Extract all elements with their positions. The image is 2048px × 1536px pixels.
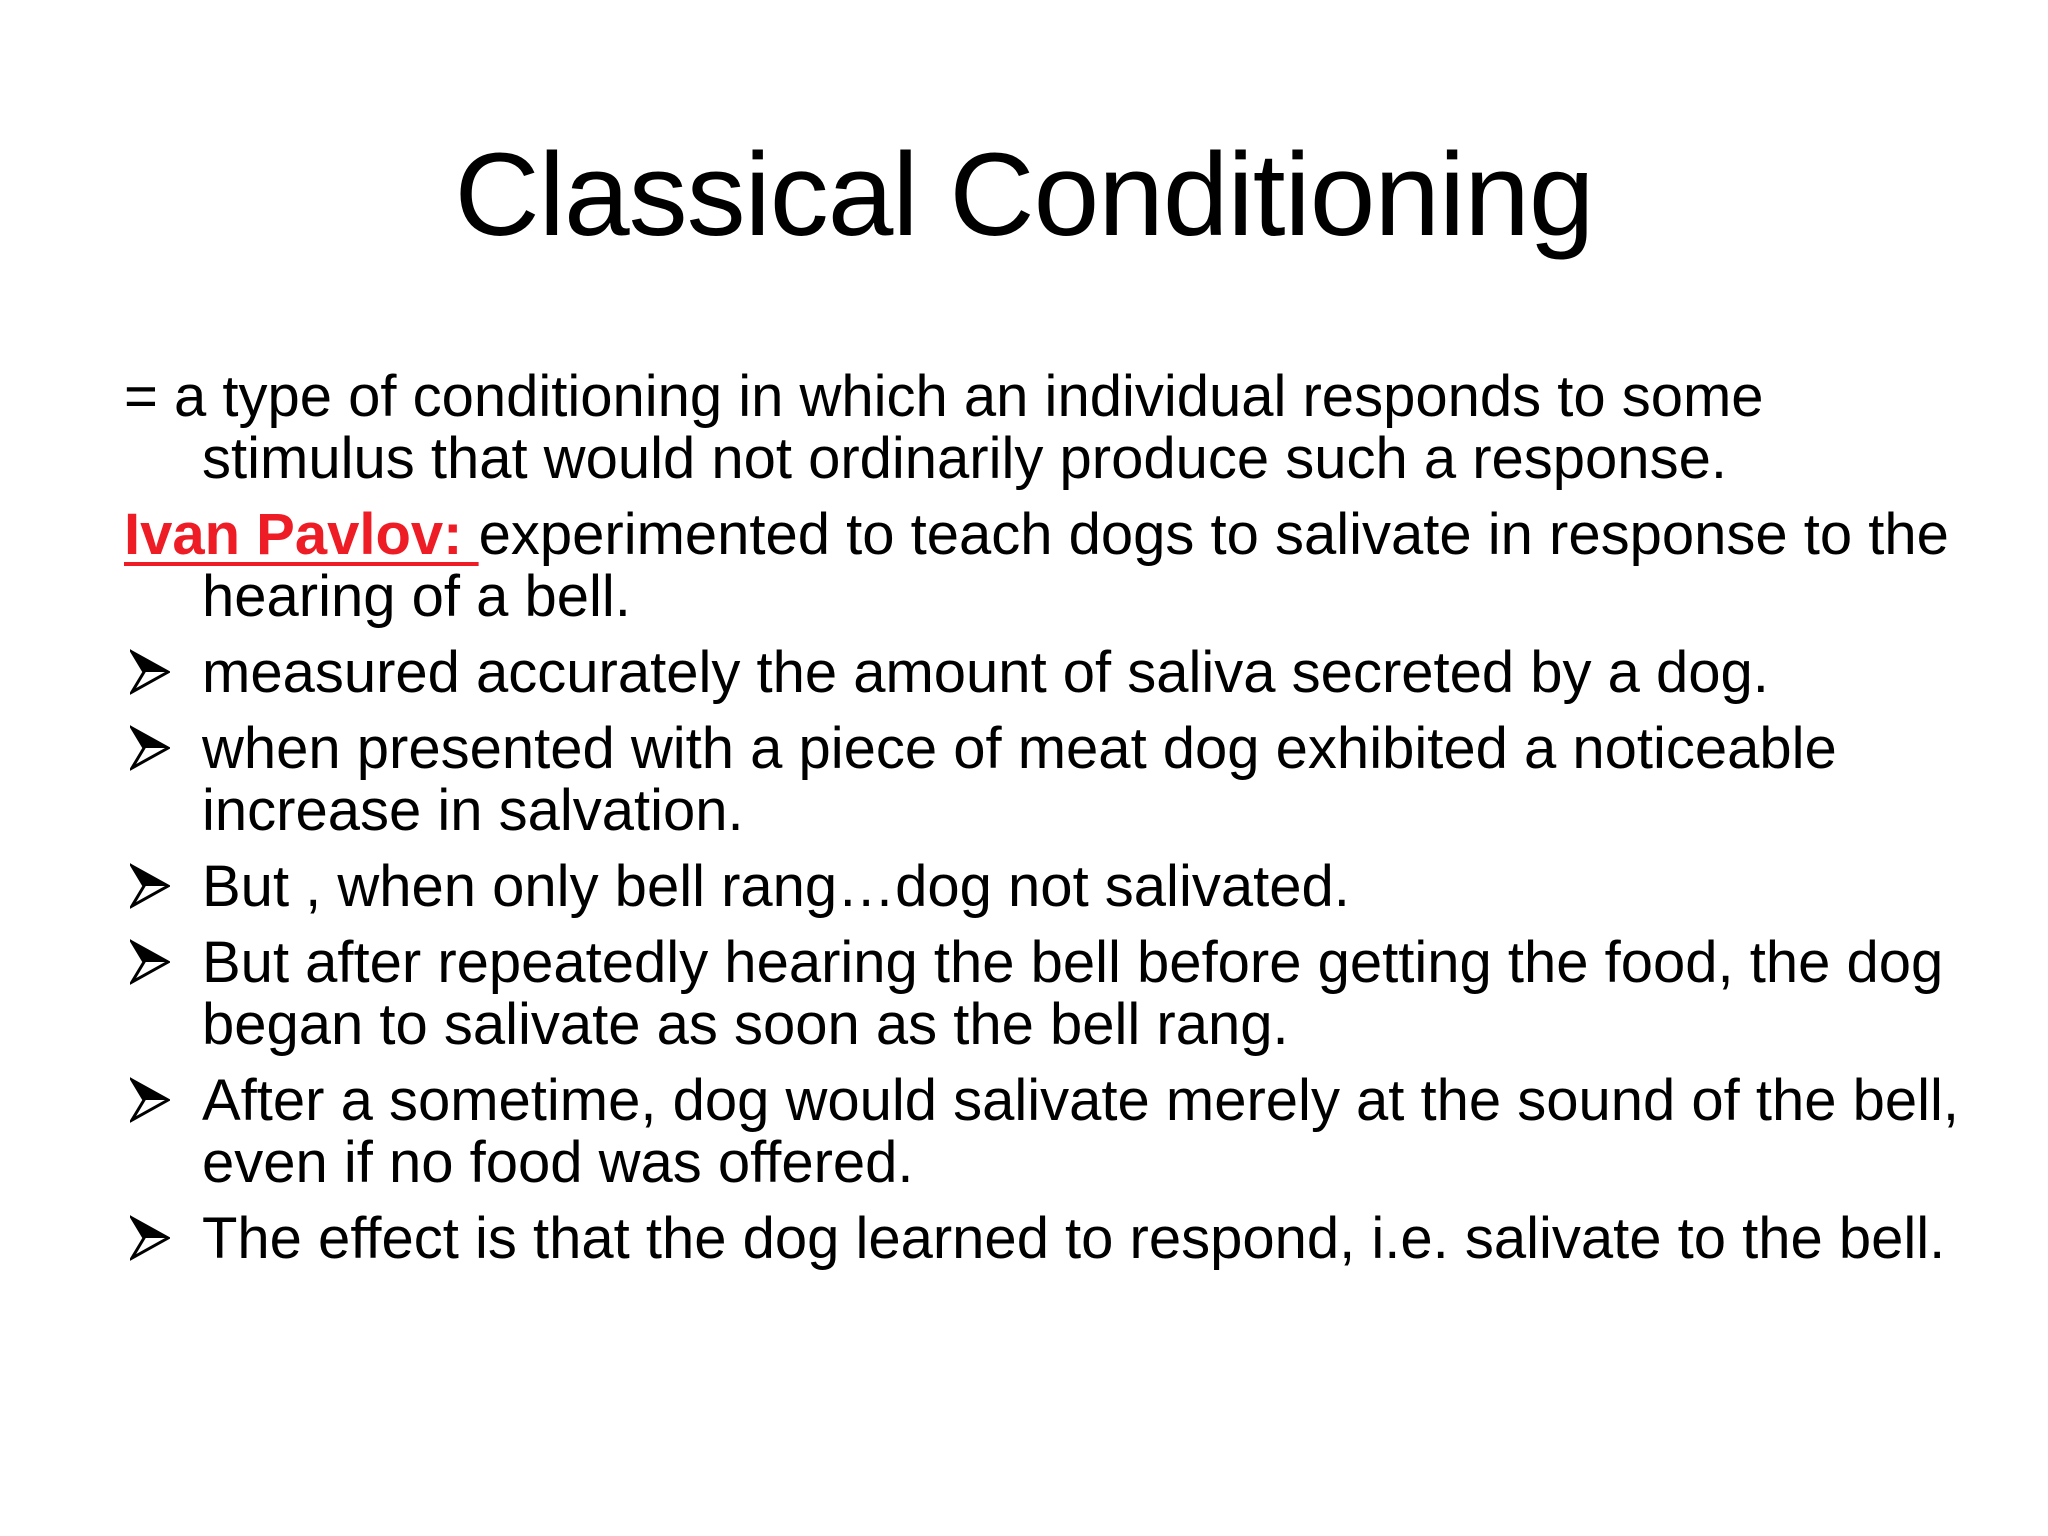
- bullet-text: But after repeatedly hearing the bell before getting the food, the dog began to salivate as soon as the bell rang.: [202, 930, 1944, 1057]
- list-item: [124, 1070, 1984, 1194]
- pavlov-name: Ivan Pavlov:: [124, 502, 479, 567]
- arrowhead-bullet-icon: [130, 1214, 170, 1262]
- arrowhead-bullet-icon: [130, 862, 170, 910]
- definition-paragraph: = a type of conditioning in which an individual responds to some stimulus that would not ordinarily produce such a response.: [124, 364, 1764, 491]
- arrowhead-bullet-icon: [130, 938, 170, 986]
- list-item: [124, 932, 1984, 1056]
- bullet-text: when presented with a piece of meat dog exhibited a noticeable increase in salvation.: [202, 716, 1837, 843]
- pavlov-description: experimented to teach dogs to salivate in response to the hearing of a bell.: [202, 502, 1949, 629]
- bullet-text: But , when only bell rang…dog not salivated.: [202, 854, 1350, 919]
- slide-body: [124, 366, 1984, 1284]
- list-item: [124, 856, 1984, 918]
- pavlov-paragraph: [124, 504, 1984, 628]
- bullet-text: The effect is that the dog learned to respond, i.e. salivate to the bell.: [202, 1206, 1946, 1271]
- list-item: [124, 718, 1984, 842]
- bullet-list: [124, 642, 1984, 1270]
- bullet-text: After a sometime, dog would salivate merely at the sound of the bell, even if no food was offered.: [202, 1068, 1960, 1195]
- list-item: [124, 642, 1984, 704]
- arrowhead-bullet-icon: [130, 648, 170, 696]
- arrowhead-bullet-icon: [130, 1076, 170, 1124]
- bullet-text: measured accurately the amount of saliva secreted by a dog.: [202, 640, 1769, 705]
- slide-title: Classical Conditioning: [454, 129, 1594, 261]
- list-item: [124, 1208, 1984, 1270]
- arrowhead-bullet-icon: [130, 724, 170, 772]
